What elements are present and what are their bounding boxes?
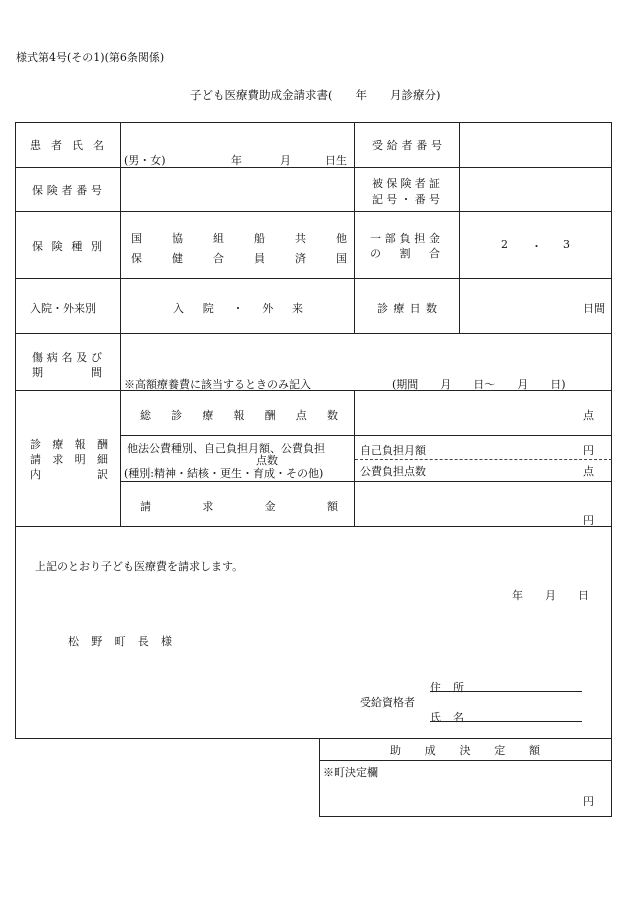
decision-title: 助 成 決 定 額 xyxy=(390,744,540,757)
insurance-type-options-top[interactable]: 国 協 組 船 共 他 xyxy=(131,232,347,245)
treatment-days-label: 診 療 日 数 xyxy=(377,302,437,315)
claim-amount-unit: 円 xyxy=(583,514,594,527)
copay-ratio-label-1: 一 部 負 担 金 xyxy=(370,232,440,245)
other-public-line2: 点数 xyxy=(256,454,278,467)
name-label: 氏 名 xyxy=(430,711,464,724)
decision-yen-unit: 円 xyxy=(583,795,594,808)
applicant-label: 受給資格者 xyxy=(360,696,415,709)
other-public-line1: 他法公費種別、自己負担月額、公費負担 xyxy=(127,442,325,455)
insurer-number-input[interactable] xyxy=(121,168,353,210)
copay-ratio-dot: ・ xyxy=(531,240,542,253)
disease-period[interactable]: (期間 月 日～ 月 日) xyxy=(392,378,566,391)
total-points-unit: 点 xyxy=(583,409,594,422)
form-title: 子ども医療費助成金請求書( 年 月診療分) xyxy=(190,88,441,102)
recipient-number-input[interactable] xyxy=(460,123,611,166)
visit-type-options[interactable]: 入 院 ・ 外 来 xyxy=(173,302,303,315)
self-burden-unit: 円 xyxy=(583,444,594,457)
declaration-text: 上記のとおり子ども医療費を請求します。 xyxy=(35,560,244,573)
other-public-line3: (種別:精神・結核・更生・育成・その他) xyxy=(124,467,324,480)
insured-card-label-2: 記 号 ・ 番 号 xyxy=(372,193,440,206)
declaration-date[interactable]: 年 月 日 xyxy=(512,589,589,602)
public-points-label: 公費負担点数 xyxy=(360,465,426,478)
visit-type-label: 入院・外来別 xyxy=(30,302,96,315)
billing-label-2: 請 求 明 細 xyxy=(30,453,108,466)
disease-label-2: 期 間 xyxy=(32,366,102,379)
copay-ratio-2[interactable]: 2 xyxy=(501,238,508,251)
copay-ratio-3[interactable]: 3 xyxy=(563,238,570,251)
self-burden-label: 自己負担月額 xyxy=(360,444,426,457)
insurance-type-label: 保 険 種 別 xyxy=(32,240,102,253)
birth-day-unit: 日生 xyxy=(325,154,347,167)
birth-year-unit: 年 xyxy=(231,154,242,167)
name-input[interactable] xyxy=(430,721,582,722)
billing-label-3: 内 訳 xyxy=(30,468,108,481)
gender-field[interactable]: (男・女) xyxy=(124,154,166,167)
town-decision-note: ※町決定欄 xyxy=(323,766,378,779)
copay-ratio-label-2: の 割 合 xyxy=(370,247,440,260)
treatment-days-unit: 日間 xyxy=(583,302,605,315)
claim-amount-label: 請 求 金 額 xyxy=(140,500,338,513)
addressee: 松 野 町 長 様 xyxy=(68,635,172,648)
form-number: 様式第4号(その1)(第6条関係) xyxy=(16,51,165,64)
insurance-type-options-bottom[interactable]: 保 健 合 員 済 国 xyxy=(131,252,347,265)
birth-month-unit: 月 xyxy=(280,154,291,167)
address-label: 住 所 xyxy=(430,681,464,694)
insurer-number-label: 保 険 者 番 号 xyxy=(32,184,102,197)
total-points-label: 総 診 療 報 酬 点 数 xyxy=(140,409,338,422)
recipient-number-label: 受 給 者 番 号 xyxy=(372,139,442,152)
public-points-unit: 点 xyxy=(583,465,594,478)
insured-card-label-1: 被 保 険 者 証 xyxy=(372,177,440,190)
billing-label-1: 診 療 報 酬 xyxy=(30,438,108,451)
address-input[interactable] xyxy=(430,691,582,692)
patient-name-label: 患 者 氏 名 xyxy=(30,139,104,152)
high-cost-note: ※高額療養費に該当するときのみ記入 xyxy=(124,378,311,391)
disease-label-1: 傷 病 名 及 び xyxy=(32,351,102,364)
insured-card-input[interactable] xyxy=(460,168,611,210)
